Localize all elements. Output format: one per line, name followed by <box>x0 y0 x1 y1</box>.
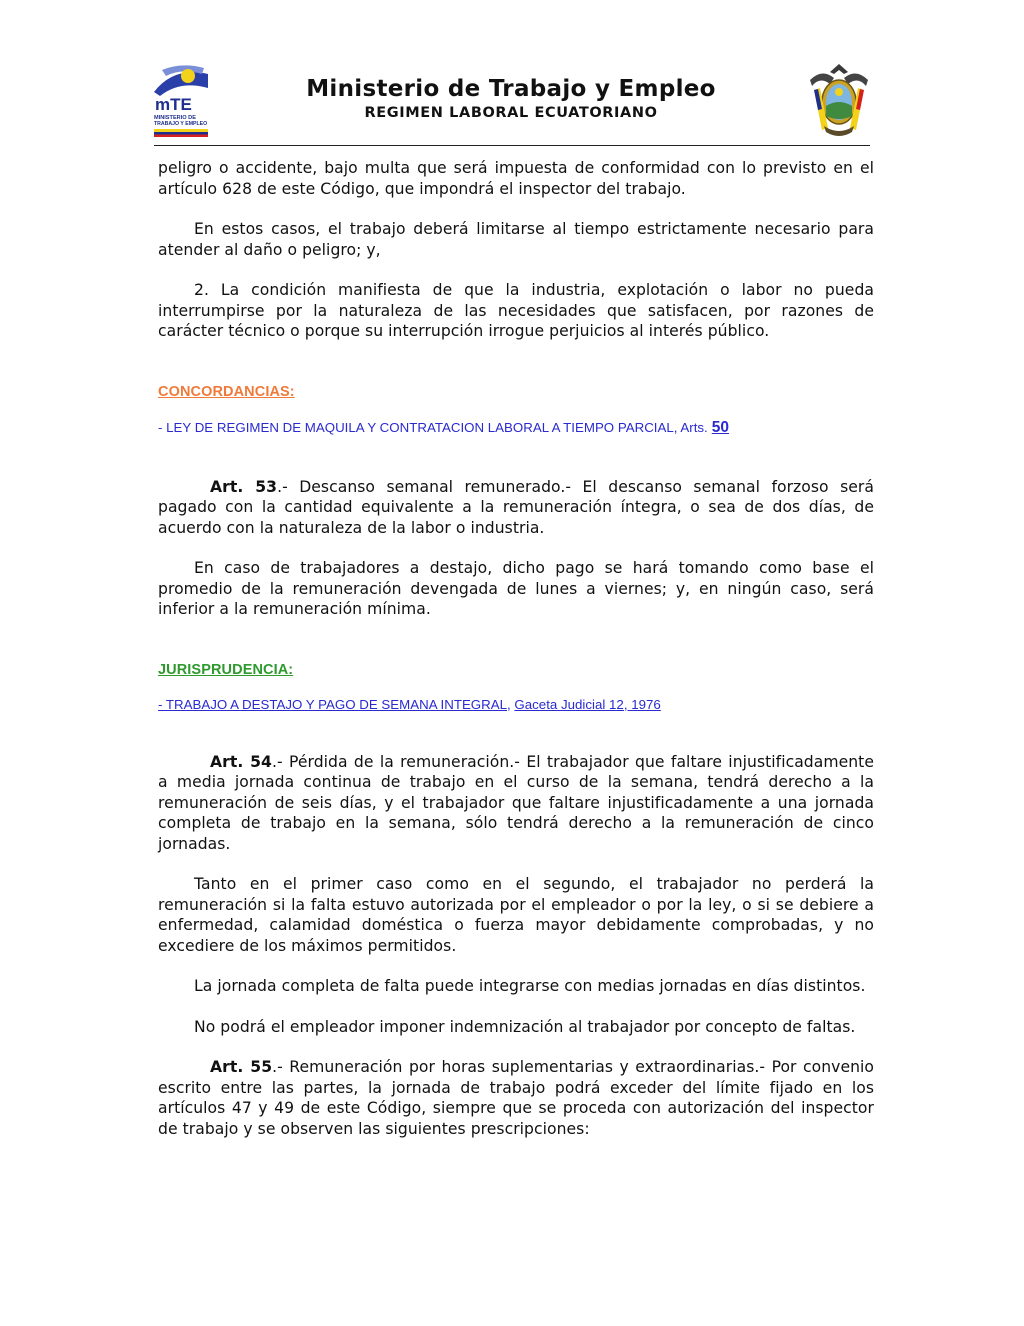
article-number: Art. 55 <box>210 1058 273 1076</box>
article-number: Art. 54 <box>210 752 272 771</box>
concordancia-link-number[interactable]: 50 <box>711 418 729 436</box>
concordancia-link-text[interactable]: - LEY DE REGIMEN DE MAQUILA Y CONTRATACION LABORAL A TIEMPO PARCIAL, Arts. <box>158 419 708 435</box>
concordancias-heading: CONCORDANCIAS: <box>158 383 295 400</box>
jurisprudencia-link-separator: , <box>507 696 515 712</box>
header-subtitle: REGIMEN LABORAL ECUATORIANO <box>364 105 658 121</box>
paragraph: peligro o accidente, bajo multa que será impuesta de conformidad con lo previsto en el artículo 628 de este Código, que impondrá el inspector del trabajo. <box>158 159 874 198</box>
paragraph: En estos casos, el trabajo deberá limitarse al tiempo estrictamente necesario para atender al daño o peligro; y, <box>158 220 874 259</box>
document-body <box>158 158 874 1139</box>
concordancia-link[interactable] <box>158 419 874 437</box>
article-text: .- Remuneración por horas suplementarias y extraordinarias.- Por convenio escrito entre las partes, la jornada de trabajo podrá exceder del límite fijado en los artículos 47 y 49 de este Código, siempre que se proceda con autorización del inspector de trabajo y se observen las siguientes prescripciones: <box>158 1058 874 1138</box>
paragraph: No podrá el empleador imponer indemnización al trabajador por concepto de faltas. <box>194 1017 856 1036</box>
page-header <box>148 58 874 144</box>
article-text: .- Pérdida de la remuneración.- El trabajador que faltare injustificadamente a media jornada continua de trabajo en el curso de la semana, tendrá derecho a la remuneración de seis días, y el trabajador que faltare injustificadamente a una jornada completa de trabajo en la semana, sólo tendrá derecho a la remuneración de cinco jornadas. <box>158 752 874 853</box>
header-title: Ministerio de Trabajo y Empleo <box>306 76 716 102</box>
jurisprudencia-link[interactable] <box>158 697 874 712</box>
paragraph: 2. La condición manifiesta de que la industria, explotación o labor no pueda interrumpirse por la naturaleza de las necesidades que satisfacen, por razones de carácter técnico o porque su interrupción irrogue perjuicios al interés público. <box>158 281 874 340</box>
logo-text-line2: TRABAJO Y EMPLEO <box>154 121 208 127</box>
paragraph: En caso de trabajadores a destajo, dicho pago se hará tomando como base el promedio de la remuneración devengada de lunes a viernes; y, en ningún caso, será inferior a la remuneración mínima. <box>158 559 874 618</box>
ecuador-coat-of-arms-icon <box>804 60 874 140</box>
article-number: Art. 53 <box>210 477 278 496</box>
jurisprudencia-link-title[interactable]: - TRABAJO A DESTAJO Y PAGO DE SEMANA INTEGRAL <box>158 696 508 712</box>
article-53 <box>158 477 874 539</box>
header-divider <box>154 145 870 146</box>
article-text: .- Descanso semanal remunerado.- El descanso semanal forzoso será pagado con la cantidad equivalente a la remuneración íntegra, o sea de dos días, de acuerdo con la naturaleza de la labor o industria. <box>158 477 874 537</box>
logo-text-line1: MINISTERIO DE <box>154 115 196 121</box>
article-54 <box>158 752 874 855</box>
paragraph: Tanto en el primer caso como en el segundo, el trabajador no perderá la remuneración si la falta estuvo autorizada por el empleador o por la ley, o si se debiere a enfermedad, calamidad doméstica o fuerza mayor debidamente comprobadas, y no excediere de los máximos permitidos. <box>158 875 874 955</box>
jurisprudencia-link-source[interactable]: Gaceta Judicial 12, 1976 <box>514 696 661 712</box>
svg-text:mTE: mTE <box>155 95 192 114</box>
paragraph: La jornada completa de falta puede integrarse con medias jornadas en días distintos. <box>194 977 866 995</box>
article-55 <box>158 1057 874 1139</box>
jurisprudencia-heading: JURISPRUDENCIA: <box>158 661 294 678</box>
